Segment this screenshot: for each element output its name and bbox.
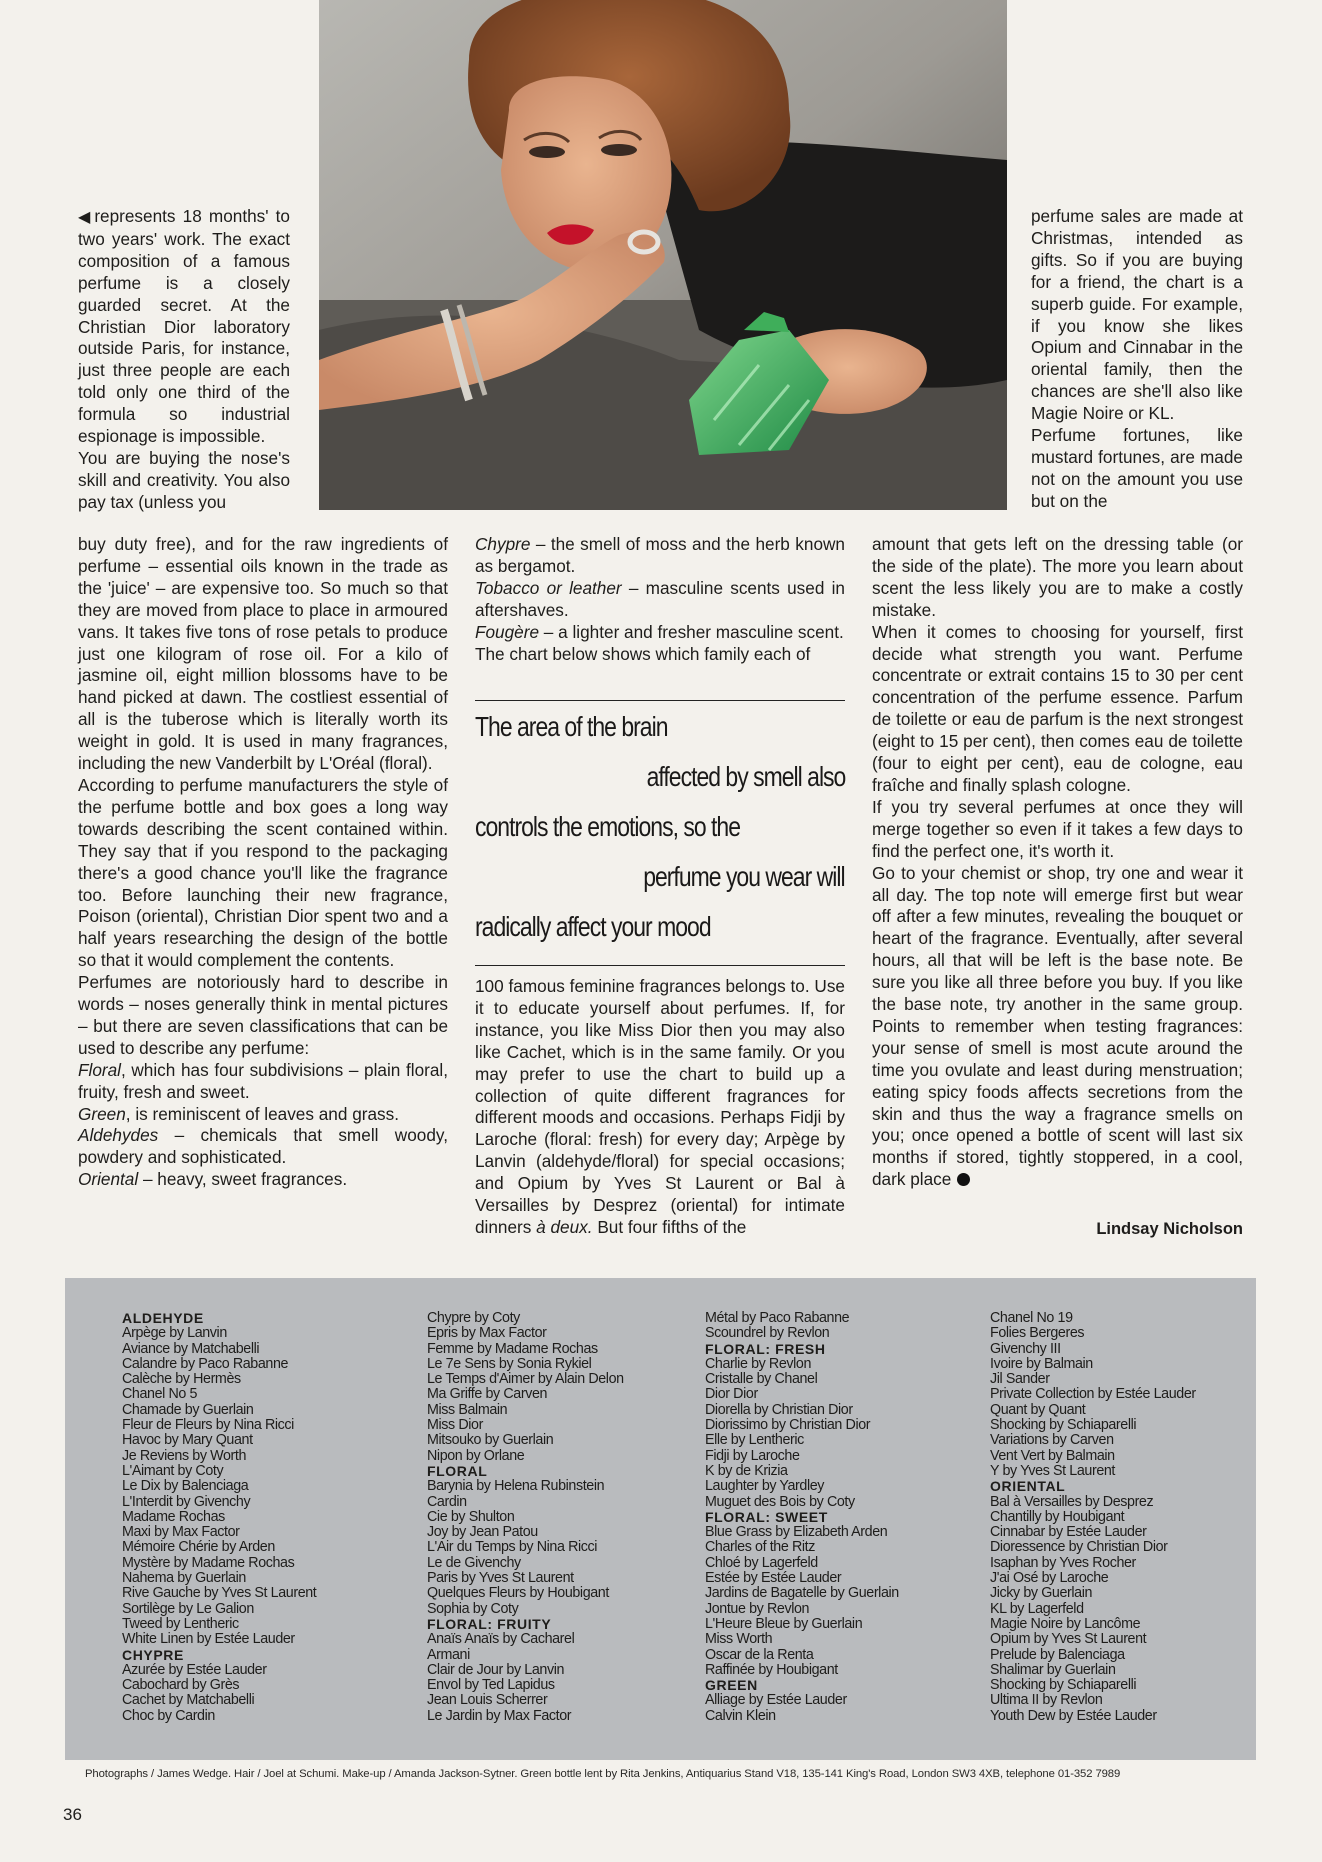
chart-fragrance-entry: Raffinée by Houbigant xyxy=(705,1661,838,1678)
page-number: 36 xyxy=(63,1805,82,1824)
article-column-middle xyxy=(475,976,845,1239)
chart-fragrance-entry: Oscar de la Renta xyxy=(705,1646,814,1663)
chart-fragrance-entry: Magie Noire by Lancôme xyxy=(990,1615,1141,1632)
chart-fragrance-entry: Shocking by Schiaparelli xyxy=(990,1677,1137,1694)
fragrance-family-chart xyxy=(65,1278,1256,1760)
end-mark-icon xyxy=(957,1173,970,1186)
chart-fragrance-entry: Calvin Klein xyxy=(705,1707,776,1724)
chart-fragrance-entry: Jean Louis Scherrer xyxy=(427,1692,548,1709)
chart-fragrance-entry: Chloé by Lagerfeld xyxy=(705,1554,818,1571)
chart-fragrance-entry: Scoundrel by Revlon xyxy=(705,1325,830,1342)
chart-fragrance-entry: Folies Bergeres xyxy=(990,1325,1085,1342)
chart-fragrance-entry: Chypre by Coty xyxy=(427,1310,520,1326)
chart-fragrance-entry: Havoc by Mary Quant xyxy=(122,1432,253,1449)
chart-fragrance-entry: Opium by Yves St Laurent xyxy=(990,1631,1147,1648)
chart-fragrance-entry: Le Dix by Balenciaga xyxy=(122,1478,249,1495)
family-aldehydes: Aldehydes – chemicals that smell woody, powdery and sophisticated. xyxy=(78,1125,448,1168)
chart-fragrance-entry: Chanel No 19 xyxy=(990,1310,1073,1326)
chart-fragrance-entry: Femme by Madame Rochas xyxy=(427,1340,598,1357)
chart-fragrance-entry: Chamade by Guerlain xyxy=(122,1401,254,1418)
chart-fragrance-entry: Ma Griffe by Carven xyxy=(427,1386,548,1403)
chart-family-heading: ORIENTAL xyxy=(990,1478,1066,1495)
chart-fragrance-entry: Nipon by Orlane xyxy=(427,1447,525,1464)
chart-fragrance-entry: Miss Balmain xyxy=(427,1401,508,1418)
article-column-left xyxy=(78,534,448,1191)
chart-fragrance-entry: Miss Dior xyxy=(427,1417,483,1434)
chart-fragrance-entry: L'Air du Temps by Nina Ricci xyxy=(427,1539,598,1556)
chart-fragrance-entry: Isaphan by Yves Rocher xyxy=(990,1554,1136,1571)
chart-fragrance-entry: Miss Worth xyxy=(705,1631,773,1648)
article-column-middle-top xyxy=(475,534,845,665)
article-column-right-top xyxy=(1031,206,1243,513)
chart-fragrance-entry: Chanel No 5 xyxy=(122,1386,198,1403)
chart-fragrance-entry: Calandre by Paco Rabanne xyxy=(122,1355,289,1372)
paragraph: amount that gets left on the dressing table (or the side of the plate). The more you learn about scent the less likely you are to make a costly mistake. xyxy=(872,534,1243,620)
chart-fragrance-entry: Sophia by Coty xyxy=(427,1600,519,1617)
paragraph: ◀ represents 18 months' to two years' work. The exact composition of a famous perfume is a closely guarded secret. At the Christian Dior laboratory outside Paris, for instance, just three people are each told only one third of the formula so industrial espionage is impossible. xyxy=(78,206,290,447)
chart-fragrance-entry: Le de Givenchy xyxy=(427,1554,521,1571)
chart-fragrance-entry: Fleur de Fleurs by Nina Ricci xyxy=(122,1417,294,1434)
chart-fragrance-entry: Private Collection by Estée Lauder xyxy=(990,1386,1196,1403)
chart-family-heading: CHYPRE xyxy=(122,1646,184,1663)
chart-fragrance-entry: Mitsouko by Guerlain xyxy=(427,1432,554,1449)
chart-family-heading: FLORAL: FRESH xyxy=(705,1340,826,1357)
chart-fragrance-entry: Cie by Shulton xyxy=(427,1508,515,1525)
chart-fragrance-entry: Bal à Versailles by Desprez xyxy=(990,1493,1154,1510)
chart-fragrance-entry: L'Interdit by Givenchy xyxy=(122,1493,251,1510)
paragraph: 100 famous feminine fragrances belongs to. Use it to educate yourself about perfumes. If, for instance, you like Miss Dior then you may also like Cachet, which is in the same family. Or you may prefer to use the chart to build up a collection of quite different fragrances for different moods and occasions. Perhaps Fidji by Laroche (floral: fresh) for every day; Arpège by Lanvin (aldehyde/floral) for special occasions; and Opium by Yves St Laurent or Bal à Versailles by Desprez (oriental) for intimate dinners à deux. But four fifths of the xyxy=(475,976,845,1237)
chart-family-heading: ALDEHYDE xyxy=(122,1310,204,1326)
chart-fragrance-entry: Quant by Quant xyxy=(990,1401,1086,1418)
chart-fragrance-entry: Joy by Jean Patou xyxy=(427,1524,538,1541)
family-green: Green, is reminiscent of leaves and grass. xyxy=(78,1103,399,1124)
chart-fragrance-entry: Azurée by Estée Lauder xyxy=(122,1661,267,1678)
chart-fragrance-entry: Muguet des Bois by Coty xyxy=(705,1493,855,1510)
chart-fragrance-entry: Tweed by Lentheric xyxy=(122,1615,239,1632)
paragraph: The chart below shows which family each of xyxy=(475,643,811,664)
chart-fragrance-entry: Jontue by Revlon xyxy=(705,1600,810,1617)
chart-fragrance-entry: Choc by Cardin xyxy=(122,1707,215,1724)
chart-fragrance-entry: Ultima II by Revlon xyxy=(990,1692,1103,1709)
chart-fragrance-entry: Charlie by Revlon xyxy=(705,1355,812,1372)
paragraph: perfume sales are made at Christmas, intended as gifts. So if you are buying for a friend, the chart is a superb guide. For example, if you know she likes Opium and Cinnabar in the oriental family, then the chances are she'll also like Magie Noire or KL. xyxy=(1031,206,1243,424)
paragraph: You are buying the nose's skill and creativity. You also pay tax (unless you xyxy=(78,447,290,512)
chart-fragrance-entry: Cardin xyxy=(427,1493,467,1510)
chart-fragrance-entry: Rive Gauche by Yves St Laurent xyxy=(122,1585,317,1602)
chart-fragrance-entry: Ivoire by Balmain xyxy=(990,1355,1093,1372)
family-oriental: Oriental – heavy, sweet fragrances. xyxy=(78,1169,348,1190)
chart-fragrance-entry: Fidji by Laroche xyxy=(705,1447,800,1464)
pull-quote-line: affected by smell also xyxy=(646,761,845,792)
chart-fragrance-entry: Mystère by Madame Rochas xyxy=(122,1554,295,1571)
chart-fragrance-entry: Je Reviens by Worth xyxy=(122,1447,247,1464)
chart-fragrance-entry: Dior Dior xyxy=(705,1386,758,1403)
family-floral: Floral, which has four subdivisions – plain floral, fruity, fresh and sweet. xyxy=(78,1059,448,1102)
author-byline: Lindsay Nicholson xyxy=(1096,1220,1243,1238)
pull-quote-line: controls the emotions, so the xyxy=(475,811,741,842)
chart-fragrance-entry: Sortilège by Le Galion xyxy=(122,1600,254,1617)
family-tobacco-leather: Tobacco or leather – masculine scents used in aftershaves. xyxy=(475,577,845,620)
chart-fragrance-entry: Métal by Paco Rabanne xyxy=(705,1310,850,1326)
chart-fragrance-entry: L'Aimant by Coty xyxy=(122,1462,224,1479)
chart-fragrance-entry: Le Jardin by Max Factor xyxy=(427,1707,572,1724)
chart-column xyxy=(122,1311,316,1724)
chart-fragrance-entry: Youth Dew by Estée Lauder xyxy=(990,1707,1157,1724)
chart-family-heading: FLORAL: FRUITY xyxy=(427,1615,552,1632)
chart-column xyxy=(705,1311,899,1724)
chart-fragrance-entry: White Linen by Estée Lauder xyxy=(122,1631,295,1648)
chart-fragrance-entry: Aviance by Matchabelli xyxy=(122,1340,260,1357)
pull-quote-line: The area of the brain xyxy=(475,711,668,742)
chart-fragrance-entry: Anaïs Anaïs by Cacharel xyxy=(427,1631,575,1648)
chart-fragrance-entry: Le Temps d'Aimer by Alain Delon xyxy=(427,1371,624,1388)
photo-illustration xyxy=(319,0,1007,510)
article-column-left-top xyxy=(78,206,290,514)
paragraph: When it comes to choosing for yourself, first decide what strength you want. Perfume concentrate or extrait contains 15 to 30 per cent concentration of the perfume essence. Parfum de toilette or eau de parfum is the next strongest (eight to 15 per cent), then comes eau de toilette (four to eight per cent), eau de cologne, eau fraîche and finally splash cologne. xyxy=(872,621,1243,795)
chart-fragrance-entry: Variations by Carven xyxy=(990,1432,1114,1449)
chart-family-heading: FLORAL xyxy=(427,1462,488,1479)
paragraph: buy duty free), and for the raw ingredients of perfume – essential oils known in the trade as the 'juice' – are expensive too. So much so that they are moved from place to place in armoured vans. It takes five tons of rose petals to produce just one kilogram of rose oil. For a kilo of jasmine oil, eight million blossoms have to be hand picked at dawn. The costliest essential of all is the tuberose which is literally worth its weight in gold. It is used in many fragrances, including the new Vanderbilt by L'Oréal (floral). xyxy=(78,534,448,774)
chart-fragrance-entry: Epris by Max Factor xyxy=(427,1325,547,1342)
chart-fragrance-entry: Mémoire Chérie by Arden xyxy=(122,1539,275,1556)
chart-fragrance-entry: Maxi by Max Factor xyxy=(122,1524,240,1541)
chart-fragrance-entry: Envol by Ted Lapidus xyxy=(427,1677,555,1694)
chart-fragrance-entry: Cachet by Matchabelli xyxy=(122,1692,255,1709)
chart-fragrance-entry: Y by Yves St Laurent xyxy=(990,1462,1115,1479)
chart-fragrance-entry: K by de Krizia xyxy=(705,1462,788,1479)
chart-fragrance-entry: Charles of the Ritz xyxy=(705,1539,816,1556)
chart-fragrance-entry: Barynia by Helena Rubinstein xyxy=(427,1478,605,1495)
pull-quote-line: perfume you wear will xyxy=(643,861,845,892)
chart-family-heading: FLORAL: SWEET xyxy=(705,1508,828,1525)
paragraph: If you try several perfumes at once they will merge together so even if it takes a few days to find the perfect one, it's worth it. xyxy=(872,796,1243,861)
photo-credits: Photographs / James Wedge. Hair / Joel at Schumi. Make-up / Amanda Jackson-Sytner. Green bottle lent by Rita Jenkins, Antiquarius Stand V18, 135-141 King's Road, London SW3 4XB, telephone 01-352 7989 xyxy=(85,1768,1121,1780)
chart-fragrance-entry: Diorissimo by Christian Dior xyxy=(705,1417,871,1434)
chart-fragrance-entry: Calèche by Hermès xyxy=(122,1371,241,1388)
chart-fragrance-entry: Prelude by Balenciaga xyxy=(990,1646,1125,1663)
chart-fragrance-entry: Jicky by Guerlain xyxy=(990,1585,1093,1602)
chart-fragrance-entry: L'Heure Bleue by Guerlain xyxy=(705,1615,863,1632)
continued-arrow-icon: ◀ xyxy=(78,209,91,226)
chart-family-heading: GREEN xyxy=(705,1677,758,1694)
chart-fragrance-entry: Quelques Fleurs by Houbigant xyxy=(427,1585,609,1602)
chart-fragrance-entry: J'ai Osé by Laroche xyxy=(990,1570,1109,1587)
chart-fragrance-entry: Diorella by Christian Dior xyxy=(705,1401,853,1418)
chart-fragrance-entry: Blue Grass by Elizabeth Arden xyxy=(705,1524,888,1541)
article-column-right xyxy=(872,534,1243,1191)
chart-fragrance-entry: Clair de Jour by Lanvin xyxy=(427,1661,565,1678)
family-chypre: Chypre – the smell of moss and the herb known as bergamot. xyxy=(475,534,845,576)
chart-fragrance-entry: Elle by Lentheric xyxy=(705,1432,804,1449)
paragraph: According to perfume manufacturers the style of the perfume bottle and box goes a long way towards describing the scent contained within. They say that if you respond to the packaging there's a good chance you'll like the fragrance too. Before launching their new fragrance, Poison (oriental), Christian Dior spent two and a half years researching the design of the bottle so that it would complement the contents. xyxy=(78,774,448,971)
chart-column xyxy=(990,1311,1196,1724)
chart-fragrance-entry: Jardins de Bagatelle by Guerlain xyxy=(705,1585,899,1602)
chart-fragrance-entry: Chantilly by Houbigant xyxy=(990,1508,1125,1525)
chart-fragrance-entry: Armani xyxy=(427,1646,470,1663)
paragraph: Perfume fortunes, like mustard fortunes, are made not on the amount you use but on the xyxy=(1031,425,1243,511)
chart-fragrance-entry: Alliage by Estée Lauder xyxy=(705,1692,847,1709)
chart-fragrance-entry: Le 7e Sens by Sonia Rykiel xyxy=(427,1355,592,1372)
chart-fragrance-entry: Cinnabar by Estée Lauder xyxy=(990,1524,1147,1541)
chart-fragrance-entry: Givenchy III xyxy=(990,1340,1061,1357)
chart-fragrance-entry: Jil Sander xyxy=(990,1371,1050,1388)
chart-fragrance-entry: KL by Lagerfeld xyxy=(990,1600,1084,1617)
chart-fragrance-entry: Cristalle by Chanel xyxy=(705,1371,818,1388)
pull-quote xyxy=(475,700,845,966)
chart-fragrance-entry: Nahema by Guerlain xyxy=(122,1570,246,1587)
pull-quote-line: radically affect your mood xyxy=(475,911,711,942)
family-fougere: Fougère – a lighter and fresher masculine scent. xyxy=(475,621,844,642)
chart-fragrance-entry: Dioressence by Christian Dior xyxy=(990,1539,1168,1556)
chart-column xyxy=(427,1311,624,1724)
chart-fragrance-entry: Shocking by Schiaparelli xyxy=(990,1417,1137,1434)
paragraph: Go to your chemist or shop, try one and wear it all day. The top note will emerge first but wear off after a few minutes, revealing the bouquet or heart of the fragrance. Eventually, after several hours, all that will be left is the base note. Be sure you like all three before you buy. If you like the base note, try another in the same group. Points to remember when testing fragrances: your sense of smell is most acute around the time you ovulate and least during menstruation; eating spicy foods affects secretions from the skin and thus the way a fragrance smells on you; once opened a bottle of scent will last six months if stored, tightly stoppered, in a cool, dark place xyxy=(872,862,1243,1190)
chart-fragrance-entry: Cabochard by Grès xyxy=(122,1677,240,1694)
chart-fragrance-entry: Laughter by Yardley xyxy=(705,1478,825,1495)
model-photograph xyxy=(319,0,1007,510)
chart-fragrance-entry: Vent Vert by Balmain xyxy=(990,1447,1115,1464)
chart-fragrance-entry: Madame Rochas xyxy=(122,1508,225,1525)
paragraph: Perfumes are notoriously hard to describe in words – noses generally think in mental pictures – but there are seven classifications that can be used to describe any perfume: xyxy=(78,972,448,1058)
chart-fragrance-entry: Arpège by Lanvin xyxy=(122,1325,227,1342)
chart-fragrance-entry: Estée by Estée Lauder xyxy=(705,1570,842,1587)
chart-fragrance-entry: Paris by Yves St Laurent xyxy=(427,1570,574,1587)
chart-fragrance-entry: Shalimar by Guerlain xyxy=(990,1661,1116,1678)
